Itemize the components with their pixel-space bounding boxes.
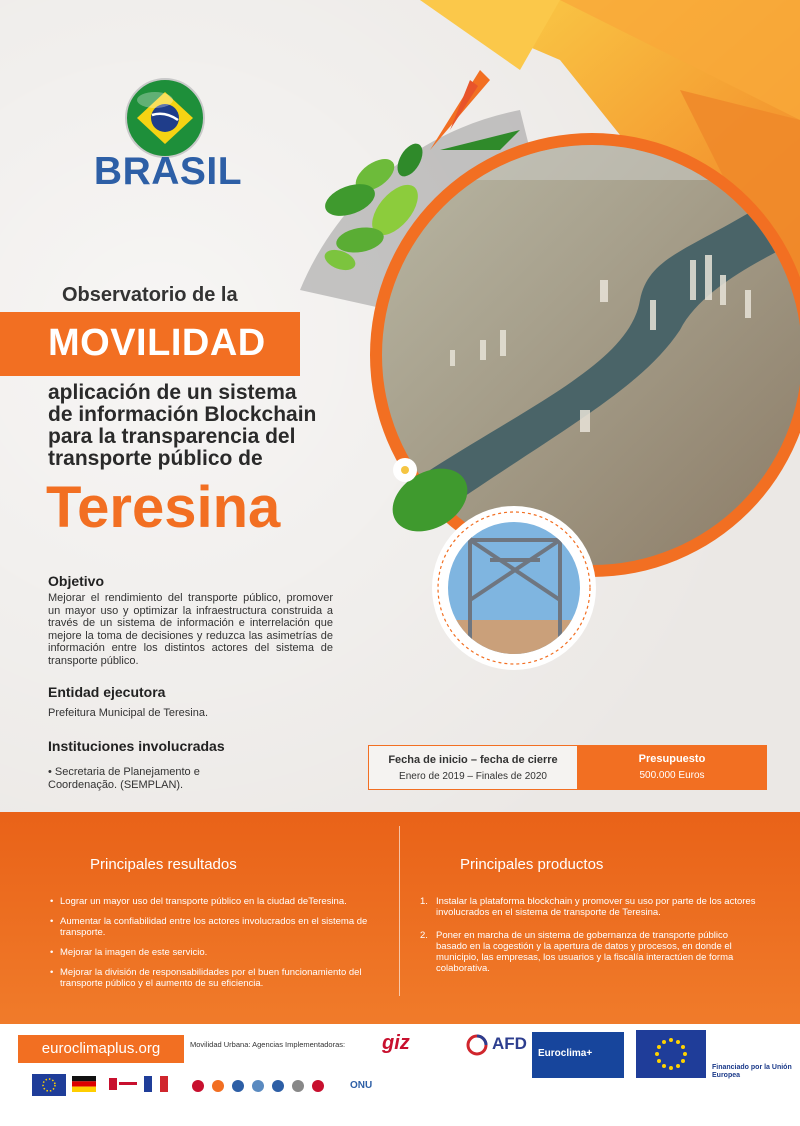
eu-small-flag-icon [32, 1074, 66, 1096]
list-item: • Mejorar la división de responsabilidades por el buen funcionamiento del transporte público y el aumento de su eficiencia. [50, 967, 370, 989]
afd-logo-icon [466, 1034, 488, 1056]
title-band-text: MOVILIDAD [48, 322, 266, 364]
panel-divider [399, 826, 400, 996]
resultados-heading: Principales resultados [90, 856, 237, 873]
country-title: BRASIL [93, 150, 243, 193]
city-title: Teresina [46, 475, 281, 540]
objetivo-text: Mejorar el rendimiento del transporte público, promover un mayor uso y optimizar la infraestructura construida a través de un sistema de información e interrelación que mejore la toma de decisiones y reduzca las asimetrías de información entre los distintos actores del sistema de transporte público. [48, 592, 333, 667]
instituciones-heading: Instituciones involucradas [48, 738, 225, 754]
objetivo-heading: Objetivo [48, 573, 105, 589]
cooperacion-espanola-icon [108, 1076, 138, 1092]
germany-flag-icon [72, 1076, 96, 1092]
entidad-heading: Entidad ejecutora [48, 684, 166, 700]
funded-by-eu: Financiado por la Unión Europea [712, 1064, 792, 1079]
subtitle-line: aplicación de un sistema [48, 381, 297, 404]
date-label: Fecha de inicio – fecha de cierre [388, 754, 558, 766]
afd-logo: AFD [492, 1034, 527, 1053]
eu-flag-icon [636, 1030, 706, 1078]
subtitle-line: para la transparencia del [48, 425, 296, 448]
subtitle-line: de información Blockchain [48, 403, 317, 426]
budget-value: 500.000 Euros [639, 770, 705, 781]
euroclima-logo [532, 1032, 624, 1078]
date-value: Enero de 2019 – Finales de 2020 [399, 771, 547, 782]
item-text: Poner en marcha de un sistema de gobernanza de transporte público basado en la cogestión y la apertura de datos y procesos, en donde el municipio, las empresas, los usuarios y la fiscalía interactúen de forma colaborativa. [436, 930, 734, 974]
agencies-label: Movilidad Urbana: Agencias Implementadoras: [190, 1040, 346, 1049]
entidad-text: Prefeitura Municipal de Teresina. [48, 707, 208, 719]
euroclima-label: Euroclima+ [538, 1048, 593, 1059]
resultados-list [50, 896, 370, 998]
list-item: Secretaria de Planejamento e Coordenação. (SEMPLAN). [48, 766, 200, 791]
productos-heading: Principales productos [460, 856, 604, 873]
brazil-flag-icon [125, 78, 205, 158]
partner-logos-icon [190, 1076, 340, 1096]
onu-logo: ONU [350, 1080, 373, 1091]
list-item [420, 896, 760, 918]
date-box [368, 745, 578, 790]
productos-list [420, 896, 760, 986]
title-band [0, 312, 300, 376]
instituciones-list: • Secretaria de Planejamento e Coordenação. (SEMPLAN). [48, 766, 200, 791]
item-number: 2. [420, 930, 428, 941]
item-text: Instalar la plataforma blockchain y promover su uso por parte de los actores involucrados en el sistema de transporte de Teresina. [436, 896, 756, 918]
list-item [420, 930, 760, 974]
list-item: • Lograr un mayor uso del transporte público en la ciudad deTeresina. [50, 896, 370, 907]
france-flag-icon [144, 1076, 168, 1092]
project-subtitle [48, 382, 368, 470]
budget-box [577, 745, 767, 790]
giz-logo: giz [382, 1032, 410, 1054]
observatory-label: Observatorio de la [62, 284, 238, 306]
website-link[interactable]: euroclimaplus.org [18, 1035, 184, 1063]
budget-label: Presupuesto [638, 753, 706, 765]
subtitle-line: transporte público de [48, 447, 263, 470]
list-item: • Mejorar la imagen de este servicio. [50, 947, 370, 958]
item-number: 1. [420, 896, 428, 907]
list-item: • Aumentar la confiabilidad entre los actores involucrados en el sistema de transporte. [50, 916, 370, 938]
